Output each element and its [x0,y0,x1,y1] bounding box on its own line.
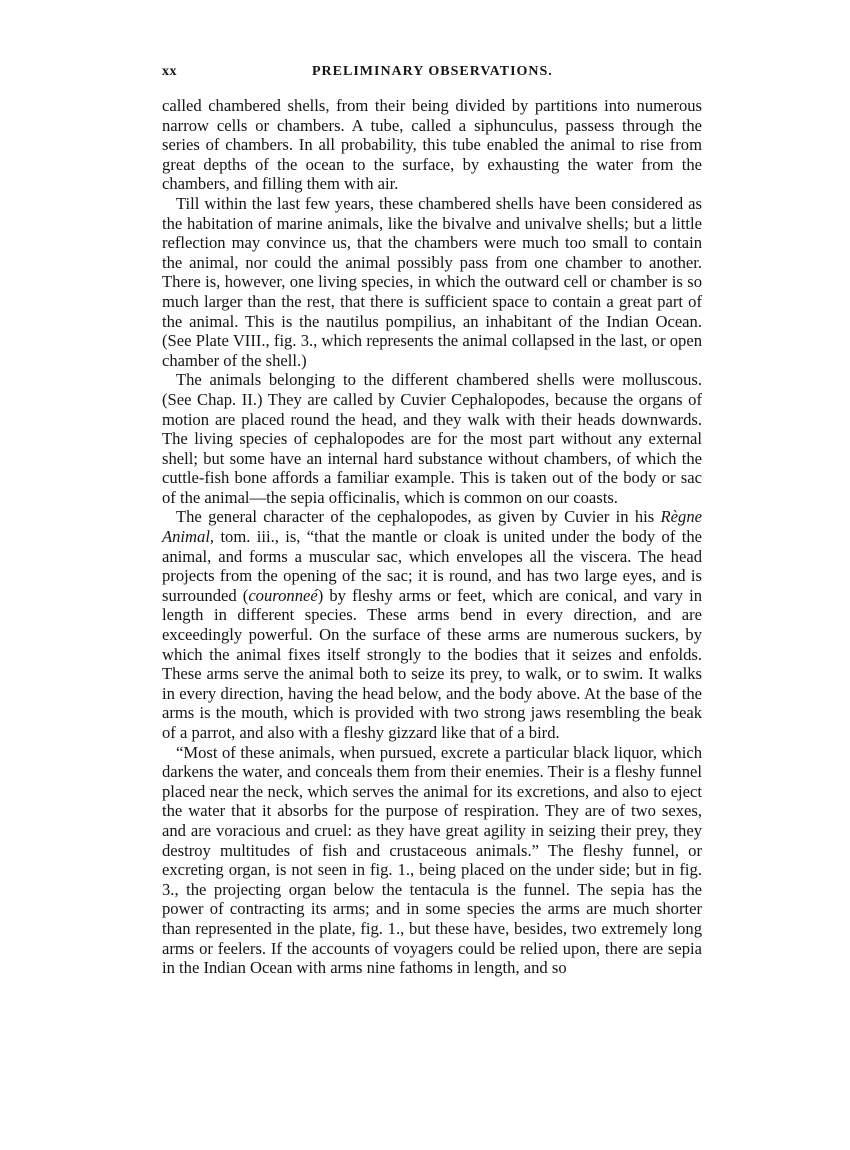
paragraph-3: The animals belonging to the different chambered shells were molluscous. (See Chap. II.) They are called by Cuvier Cephalopodes, because the organs of motion are placed round the head, and they walk with their heads downwards. The living species of cephalopodes are for the most part without any external shell; but some have an internal hard substance without chambers, of which the cuttle-fish bone affords a familiar example. This is taken out of the body or sac of the animal—the sepia officinalis, which is common on our coasts. [162,370,702,507]
page-body [162,96,702,978]
running-title: PRELIMINARY OBSERVATIONS. [312,64,553,79]
paragraph-4-text-c: ) by fleshy arms or feet, which are conical, and vary in length in different species. These arms bend in every direction, and are exceedingly powerful. On the surface of these arms are numerous suckers, by which the animal fixes itself strongly to the bodies that it seizes and enfolds. These arms serve the animal both to seize its prey, to walk, or to swim. It walks in every direction, having the head below, and the body above. At the base of the arms is the mouth, which is provided with two strong jaws resembling the beak of a parrot, and also with a fleshy gizzard like that of a bird. [162,585,702,742]
page-header [162,64,702,82]
page-number: xx [162,64,177,79]
paragraph-4-text-b: tom. iii., is, “that the mantle or cloak is united under the body of the animal, and forms a muscular sac, which envelopes all the viscera. The head projects from the opening of the sac; it is round, and has two large eyes, and is surrounded ( [162,527,702,605]
term-couronnee: couronneé [248,585,318,605]
paragraph-5: “Most of these animals, when pursued, excrete a particular black liquor, which darkens the water, and conceals them from their enemies. Their is a fleshy funnel placed near the neck, which serves the animal for its excretions, and also to eject the water that it absorbs for the purpose of respiration. They are of two sexes, and are voracious and cruel: as they have great agility in seizing their prey, they destroy multitudes of fish and crustaceous animals.” The fleshy funnel, or excreting organ, is not seen in fig. 1., being placed on the under side; but in fig. 3., the projecting organ below the tentacula is the funnel. The sepia has the power of contracting its arms; and in some species the arms are much shorter than represented in the plate, fig. 1., but these have, besides, two extremely long arms or feelers. If the accounts of voyagers could be relied upon, there are sepia in the Indian Ocean with arms nine fathoms in length, and so [162,742,702,978]
paragraph-1: called chambered shells, from their being divided by partitions into numerous narrow cells or chambers. A tube, called a siphunculus, passess through the series of chambers. In all probability, this tube enabled the animal to rise from great depths of the ocean to the surface, by exhausting the water from the chambers, and filling them with air. [162,96,702,194]
paragraph-4-text-a: The general character of the cephalopodes, as given by Cuvier in his [176,507,661,527]
paragraph-2: Till within the last few years, these chambered shells have been considered as the habitation of marine animals, like the bivalve and univalve shells; but a little reflection may convince us, that the chambers were much too small to contain the animal, nor could the animal possibly pass from one chamber to another. There is, however, one living species, in which the outward cell or chamber is so much larger than the rest, that there is sufficient space to contain a great part of the animal. This is the nautilus pompilius, an inhabitant of the Indian Ocean. (See Plate VIII., fig. 3., which represents the animal collapsed in the last, or open chamber of the shell.) [162,193,702,370]
paragraph-4 [162,507,702,742]
book-title-regne-animal: Règne Animal, [162,507,702,547]
